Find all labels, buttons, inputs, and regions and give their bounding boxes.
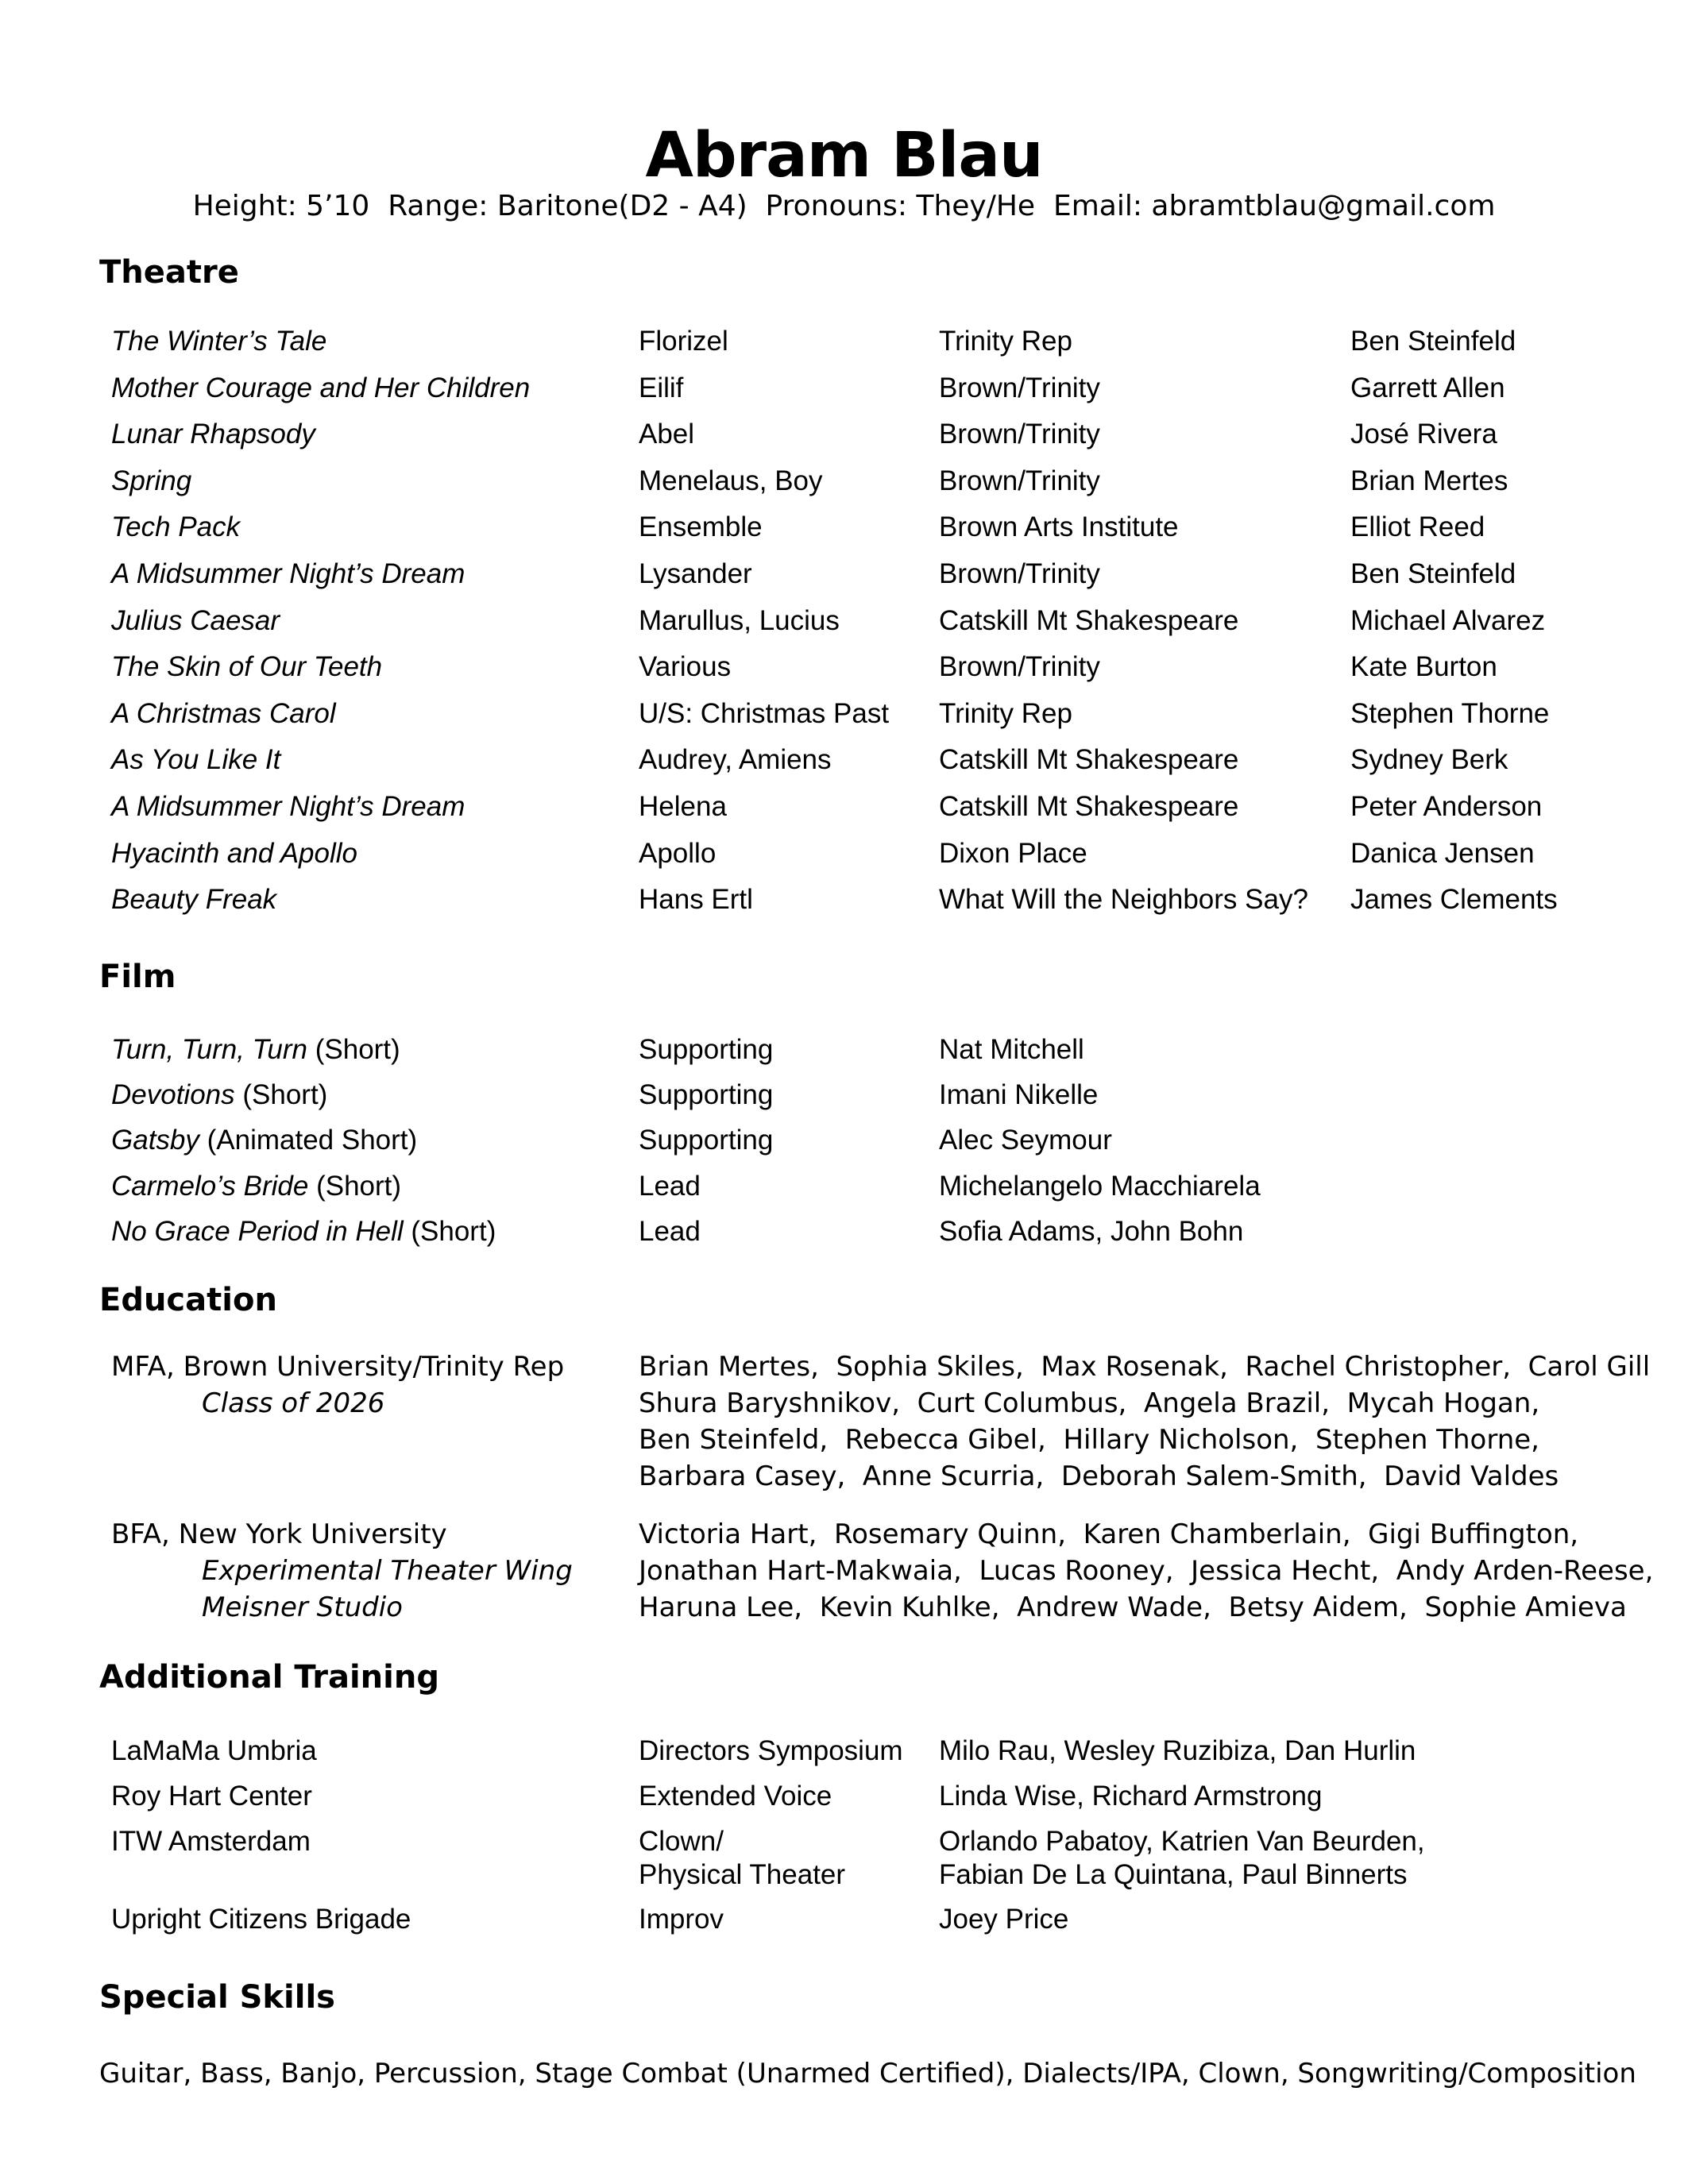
theatre-credit-row bbox=[0, 880, 1688, 920]
credit-director: Garrett Allen bbox=[1350, 372, 1505, 403]
credit-role: Various bbox=[639, 651, 732, 683]
theatre-credit-row bbox=[0, 694, 1688, 734]
credit-company: Catskill Mt Shakespeare bbox=[939, 604, 1239, 636]
credit-company: Dixon Place bbox=[939, 837, 1087, 869]
actor-name: Abram Blau bbox=[645, 120, 1043, 191]
credit-company: Brown/Trinity bbox=[939, 465, 1100, 496]
credit-director: Danica Jensen bbox=[1350, 837, 1535, 869]
credit-company: Brown/Trinity bbox=[939, 419, 1100, 450]
theatre-credit-row bbox=[0, 461, 1688, 501]
film-title: Gatsby bbox=[111, 1125, 199, 1156]
film-director: Imani Nikelle bbox=[939, 1079, 1099, 1111]
theatre-credit-row bbox=[0, 415, 1688, 454]
training-teachers: Fabian De La Quintana, Paul Binnerts bbox=[939, 1859, 1408, 1890]
training-place: Roy Hart Center bbox=[111, 1781, 312, 1812]
theatre-credit-row bbox=[0, 787, 1688, 827]
credit-company: What Will the Neighbors Say? bbox=[939, 884, 1308, 916]
credit-director: Peter Anderson bbox=[1350, 791, 1543, 822]
credit-show-title: Beauty Freak bbox=[111, 884, 277, 916]
film-role: Supporting bbox=[639, 1034, 774, 1065]
credit-role: Lysander bbox=[639, 558, 752, 589]
credit-show-title: As You Like It bbox=[111, 744, 281, 776]
contact-info-line: Height: 5’10 Range: Baritone(D2 - A4) Pronouns: They/He Email: abramtblau@gmail.com bbox=[192, 190, 1496, 222]
film-role: Lead bbox=[639, 1170, 701, 1202]
credit-company: Catskill Mt Shakespeare bbox=[939, 744, 1239, 776]
training-focus: Physical Theater bbox=[639, 1859, 846, 1890]
theatre-credit-row bbox=[0, 834, 1688, 874]
training-row-continued bbox=[0, 1855, 1688, 1895]
edu-bfa-program: Experimental Theater Wing bbox=[202, 1555, 573, 1587]
film-credit-row bbox=[0, 1212, 1688, 1252]
credit-show-title: A Midsummer Night’s Dream bbox=[111, 558, 465, 589]
credit-director: James Clements bbox=[1350, 884, 1558, 916]
film-director: Nat Mitchell bbox=[939, 1034, 1084, 1065]
credit-company: Brown/Trinity bbox=[939, 372, 1100, 403]
credit-show-title: Hyacinth and Apollo bbox=[111, 837, 358, 869]
edu-bfa-teachers-line: Jonathan Hart-Makwaia, Lucas Rooney, Jessica Hecht, Andy Arden-Reese, bbox=[639, 1555, 1654, 1587]
film-credit-row bbox=[0, 1167, 1688, 1206]
credit-role: Audrey, Amiens bbox=[639, 744, 832, 776]
credit-company: Brown Arts Institute bbox=[939, 511, 1179, 543]
section-title-film: Film bbox=[99, 959, 176, 995]
credit-show-title: The Winter’s Tale bbox=[111, 326, 327, 357]
edu-bfa-degree: BFA, New York University bbox=[111, 1518, 447, 1550]
film-director: Michelangelo Macchiarela bbox=[939, 1170, 1261, 1202]
credit-show-title: Tech Pack bbox=[111, 511, 241, 543]
edu-mfa-degree: MFA, Brown University/Trinity Rep bbox=[111, 1351, 565, 1383]
theatre-credit-row bbox=[0, 554, 1688, 594]
film-format-note: (Short) bbox=[234, 1079, 328, 1111]
credit-role: Menelaus, Boy bbox=[639, 465, 823, 496]
credit-show-title: Julius Caesar bbox=[111, 604, 280, 636]
edu-mfa-teachers-line: Ben Steinfeld, Rebecca Gibel, Hillary Nicholson, Stephen Thorne, bbox=[639, 1424, 1539, 1456]
credit-show-title: Mother Courage and Her Children bbox=[111, 372, 531, 403]
training-place: Upright Citizens Brigade bbox=[111, 1904, 411, 1935]
training-teachers: Linda Wise, Richard Armstrong bbox=[939, 1781, 1323, 1812]
theatre-credit-row bbox=[0, 369, 1688, 408]
credit-role: Apollo bbox=[639, 837, 717, 869]
credit-role: Hans Ertl bbox=[639, 884, 753, 916]
film-title: Turn, Turn, Turn bbox=[111, 1034, 307, 1065]
film-director: Alec Seymour bbox=[939, 1125, 1112, 1156]
credit-company: Catskill Mt Shakespeare bbox=[939, 791, 1239, 822]
special-skills-list: Guitar, Bass, Banjo, Percussion, Stage Combat (Unarmed Certified), Dialects/IPA, Clown, Songwriting/Composition bbox=[99, 2058, 1636, 2089]
credit-show-title: Lunar Rhapsody bbox=[111, 419, 315, 450]
section-title-training: Additional Training bbox=[99, 1659, 439, 1696]
credit-director: Michael Alvarez bbox=[1350, 604, 1546, 636]
section-title-education: Education bbox=[99, 1282, 277, 1318]
film-title-cell bbox=[111, 1030, 400, 1070]
training-teachers: Orlando Pabatoy, Katrien Van Beurden, bbox=[939, 1826, 1425, 1857]
film-credit-row bbox=[0, 1121, 1688, 1160]
training-focus: Directors Symposium bbox=[639, 1735, 903, 1766]
film-role: Supporting bbox=[639, 1079, 774, 1111]
credit-show-title: Spring bbox=[111, 465, 192, 496]
credit-director: José Rivera bbox=[1350, 419, 1497, 450]
film-role: Supporting bbox=[639, 1125, 774, 1156]
training-row bbox=[0, 1731, 1688, 1771]
section-title-skills: Special Skills bbox=[99, 1979, 335, 2016]
credit-role: Ensemble bbox=[639, 511, 763, 543]
credit-director: Sydney Berk bbox=[1350, 744, 1508, 776]
theatre-credit-row bbox=[0, 322, 1688, 361]
film-director: Sofia Adams, John Bohn bbox=[939, 1215, 1244, 1247]
credit-show-title: The Skin of Our Teeth bbox=[111, 651, 383, 683]
film-title-cell bbox=[111, 1212, 496, 1252]
film-title: Carmelo’s Bride bbox=[111, 1170, 309, 1202]
credit-role: Abel bbox=[639, 419, 695, 450]
film-title-cell bbox=[111, 1121, 417, 1160]
theatre-credit-row bbox=[0, 507, 1688, 547]
training-place: LaMaMa Umbria bbox=[111, 1735, 317, 1766]
credit-director: Kate Burton bbox=[1350, 651, 1497, 683]
credit-show-title: A Midsummer Night’s Dream bbox=[111, 791, 465, 822]
credit-director: Brian Mertes bbox=[1350, 465, 1508, 496]
edu-mfa-teachers-line: Barbara Casey, Anne Scurria, Deborah Salem-Smith, David Valdes bbox=[639, 1461, 1559, 1492]
training-row bbox=[0, 1900, 1688, 1939]
film-format-note: (Short) bbox=[307, 1034, 400, 1065]
edu-mfa-teachers-line: Shura Baryshnikov, Curt Columbus, Angela Brazil, Mycah Hogan, bbox=[639, 1387, 1540, 1419]
edu-bfa-teachers-line: Haruna Lee, Kevin Kuhlke, Andrew Wade, Betsy Aidem, Sophie Amieva bbox=[639, 1592, 1627, 1623]
film-format-note: (Animated Short) bbox=[199, 1125, 418, 1156]
edu-mfa-class: Class of 2026 bbox=[202, 1387, 385, 1419]
training-focus: Extended Voice bbox=[639, 1781, 832, 1812]
training-focus: Improv bbox=[639, 1904, 724, 1935]
credit-director: Ben Steinfeld bbox=[1350, 326, 1516, 357]
theatre-credit-row bbox=[0, 740, 1688, 780]
edu-bfa-teachers-line: Victoria Hart, Rosemary Quinn, Karen Chamberlain, Gigi Buffington, bbox=[639, 1518, 1579, 1550]
credit-director: Elliot Reed bbox=[1350, 511, 1485, 543]
edu-bfa-studio: Meisner Studio bbox=[202, 1592, 403, 1623]
film-credit-row bbox=[0, 1075, 1688, 1115]
film-credit-row bbox=[0, 1030, 1688, 1070]
film-title-cell bbox=[111, 1167, 401, 1206]
credit-director: Stephen Thorne bbox=[1350, 697, 1550, 729]
film-format-note: (Short) bbox=[308, 1170, 402, 1202]
credit-role: Marullus, Lucius bbox=[639, 604, 840, 636]
training-focus: Clown/ bbox=[639, 1826, 724, 1857]
edu-mfa-teachers-line: Brian Mertes, Sophia Skiles, Max Rosenak, Rachel Christopher, Carol Gill bbox=[639, 1351, 1651, 1383]
theatre-credit-row bbox=[0, 601, 1688, 641]
training-teachers: Joey Price bbox=[939, 1904, 1069, 1935]
credit-role: Florizel bbox=[639, 326, 728, 357]
credit-company: Trinity Rep bbox=[939, 697, 1072, 729]
theatre-credit-row bbox=[0, 647, 1688, 687]
film-title: Devotions bbox=[111, 1079, 235, 1111]
credit-company: Brown/Trinity bbox=[939, 651, 1100, 683]
film-format-note: (Short) bbox=[403, 1215, 496, 1247]
credit-company: Brown/Trinity bbox=[939, 558, 1100, 589]
credit-director: Ben Steinfeld bbox=[1350, 558, 1516, 589]
credit-role: U/S: Christmas Past bbox=[639, 697, 890, 729]
training-row bbox=[0, 1777, 1688, 1816]
film-title-cell bbox=[111, 1075, 327, 1115]
training-teachers: Milo Rau, Wesley Ruzibiza, Dan Hurlin bbox=[939, 1735, 1416, 1766]
film-role: Lead bbox=[639, 1215, 701, 1247]
credit-role: Helena bbox=[639, 791, 727, 822]
credit-role: Eilif bbox=[639, 372, 684, 403]
training-place: ITW Amsterdam bbox=[111, 1826, 311, 1857]
credit-show-title: A Christmas Carol bbox=[111, 697, 336, 729]
section-title-theatre: Theatre bbox=[99, 254, 239, 291]
credit-company: Trinity Rep bbox=[939, 326, 1072, 357]
film-title: No Grace Period in Hell bbox=[111, 1215, 404, 1247]
